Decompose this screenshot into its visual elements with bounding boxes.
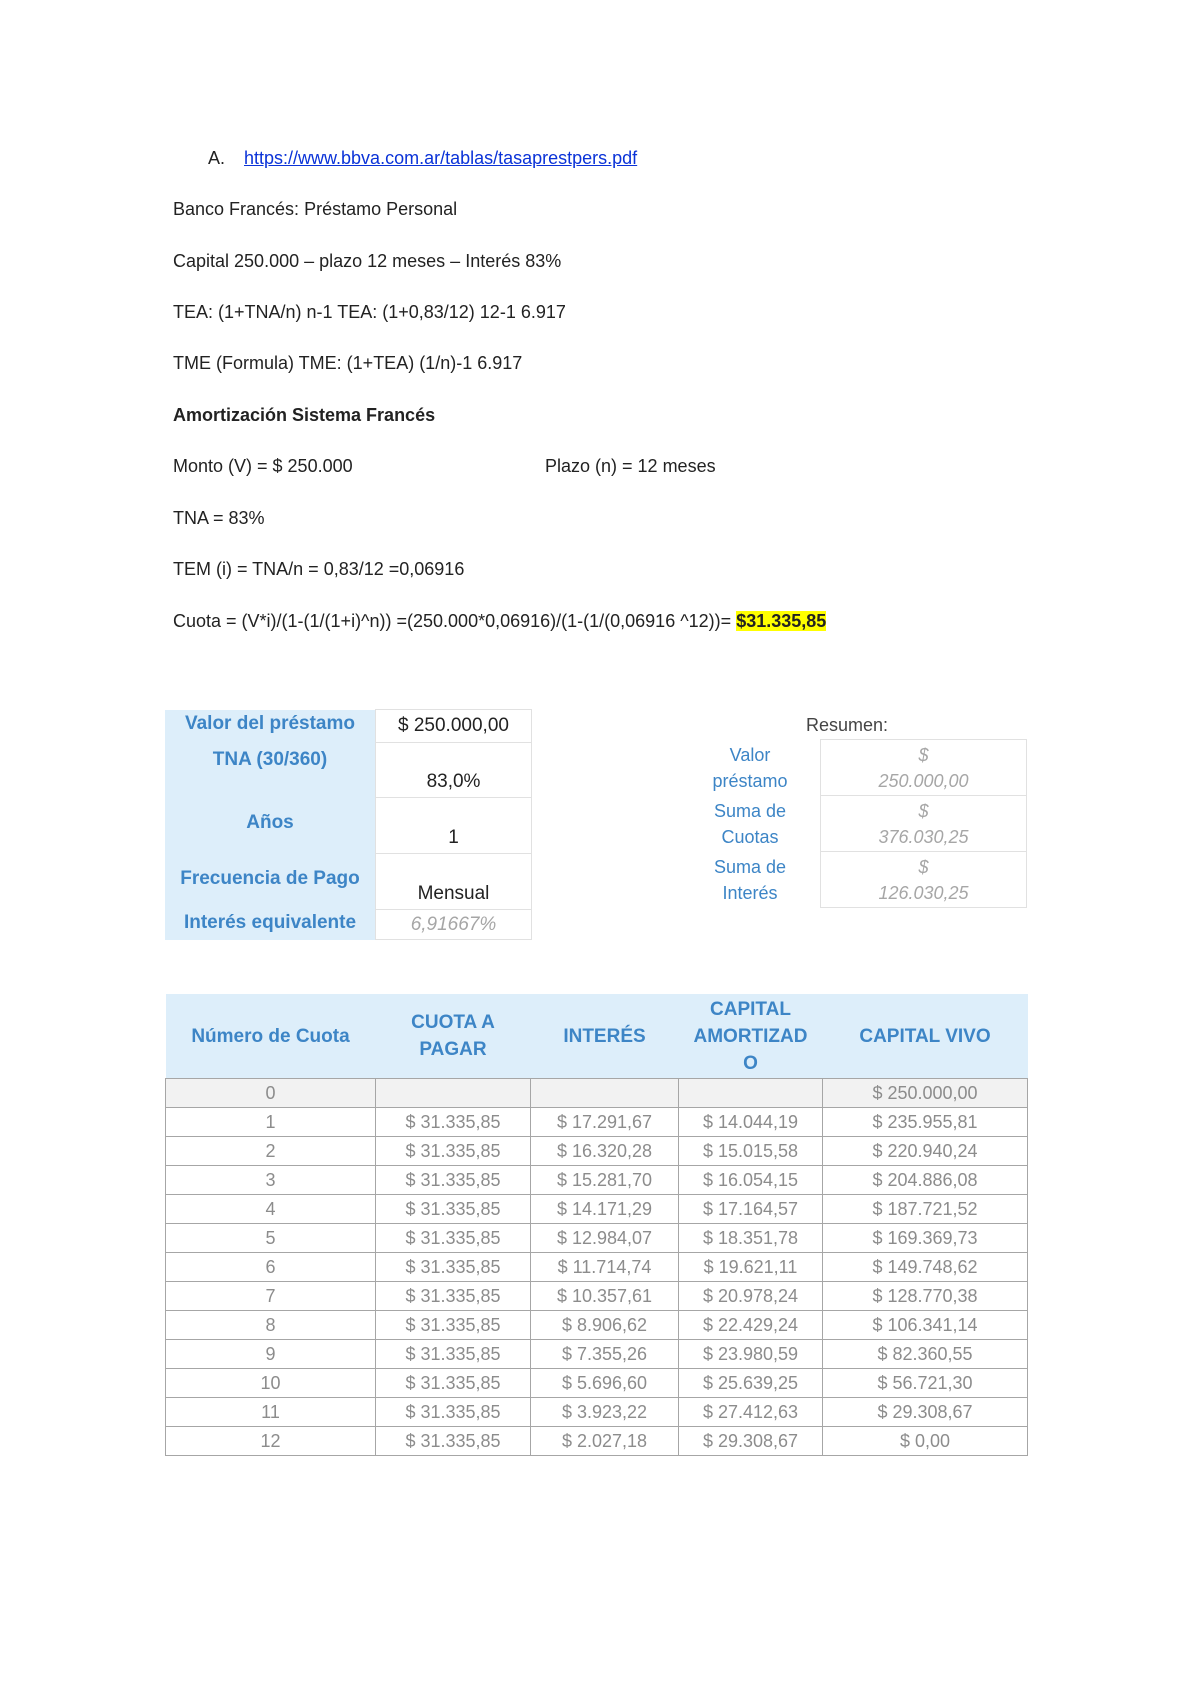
summary-label-line: Cuotas bbox=[721, 826, 779, 847]
cell-capital-amortizado: $ 25.639,25 bbox=[679, 1369, 823, 1398]
table-row bbox=[166, 1369, 1028, 1398]
header-line: CUOTA A bbox=[411, 1012, 495, 1033]
table-row bbox=[166, 1427, 1028, 1456]
cuota-result: $31.335,85 bbox=[736, 611, 827, 631]
param-row bbox=[165, 710, 532, 743]
tem-line: TEM (i) = TNA/n = 0,83/12 =0,06916 bbox=[173, 559, 465, 579]
param-label: Interés equivalente bbox=[165, 910, 376, 940]
cell-interes: $ 16.320,28 bbox=[531, 1137, 679, 1166]
cell-capital-amortizado: $ 14.044,19 bbox=[679, 1108, 823, 1137]
source-link-line bbox=[208, 146, 637, 170]
cell-cuota: $ 31.335,85 bbox=[376, 1224, 531, 1253]
tme-line: TME (Formula) TME: (1+TEA) (1/n)-1 6.917 bbox=[173, 353, 523, 373]
param-value: 1 bbox=[376, 798, 532, 854]
param-value: Mensual bbox=[376, 854, 532, 910]
cell-interes: $ 15.281,70 bbox=[531, 1166, 679, 1195]
plazo-line: Plazo (n) = 12 meses bbox=[545, 456, 716, 476]
amortization-body bbox=[166, 1079, 1028, 1456]
table-row bbox=[166, 1398, 1028, 1427]
cell-interes: $ 17.291,67 bbox=[531, 1108, 679, 1137]
cell-cuota: $ 31.335,85 bbox=[376, 1108, 531, 1137]
summary-row bbox=[680, 852, 1027, 908]
param-value: 83,0% bbox=[376, 743, 532, 798]
summary-value-line: $ bbox=[918, 744, 929, 765]
summary-value-line: $ bbox=[918, 800, 929, 821]
cell-capital-vivo: $ 82.360,55 bbox=[823, 1340, 1028, 1369]
param-row bbox=[165, 743, 532, 798]
cuota-line bbox=[173, 609, 826, 633]
cell-capital-vivo: $ 56.721,30 bbox=[823, 1369, 1028, 1398]
cell-numero: 5 bbox=[166, 1224, 376, 1253]
cell-numero: 8 bbox=[166, 1311, 376, 1340]
header-line: O bbox=[743, 1052, 758, 1074]
cell-capital-amortizado: $ 18.351,78 bbox=[679, 1224, 823, 1253]
cell-capital-amortizado: $ 22.429,24 bbox=[679, 1311, 823, 1340]
summary-value bbox=[821, 740, 1027, 796]
cell-numero: 9 bbox=[166, 1340, 376, 1369]
summary-value-line: 376.030,25 bbox=[878, 826, 969, 847]
cell-numero: 6 bbox=[166, 1253, 376, 1282]
summary-value bbox=[821, 852, 1027, 908]
loan-parameters-table bbox=[165, 709, 532, 940]
cell-capital-amortizado bbox=[679, 1079, 823, 1108]
cell-capital-vivo: $ 29.308,67 bbox=[823, 1398, 1028, 1427]
summary-value bbox=[821, 796, 1027, 852]
cell-capital-vivo: $ 169.369,73 bbox=[823, 1224, 1028, 1253]
param-row bbox=[165, 910, 532, 940]
summary-label-line: préstamo bbox=[712, 770, 788, 791]
cell-cuota: $ 31.335,85 bbox=[376, 1398, 531, 1427]
column-header-capital-vivo bbox=[823, 994, 1028, 1079]
tna-line: TNA = 83% bbox=[173, 508, 265, 528]
header-line: CAPITAL VIVO bbox=[859, 1025, 991, 1047]
summary-title: Resumen: bbox=[806, 715, 889, 735]
cell-capital-vivo: $ 204.886,08 bbox=[823, 1166, 1028, 1195]
param-value: 6,91667% bbox=[376, 910, 532, 940]
cuota-formula: Cuota = (V*i)/(1-(1/(1+i)^n)) =(250.000*0,06916)/(1-(1/(0,06916 ^12))= bbox=[173, 611, 737, 631]
table-row bbox=[166, 1137, 1028, 1166]
header-line: Número de Cuota bbox=[191, 1025, 350, 1047]
cell-cuota: $ 31.335,85 bbox=[376, 1166, 531, 1195]
cell-capital-amortizado: $ 15.015,58 bbox=[679, 1137, 823, 1166]
cell-interes: $ 7.355,26 bbox=[531, 1340, 679, 1369]
cell-capital-vivo: $ 220.940,24 bbox=[823, 1137, 1028, 1166]
cell-capital-vivo: $ 0,00 bbox=[823, 1427, 1028, 1456]
bank-title: Banco Francés: Préstamo Personal bbox=[173, 199, 458, 219]
table-row bbox=[166, 1195, 1028, 1224]
cell-interes: $ 8.906,62 bbox=[531, 1311, 679, 1340]
summary-label-line: Valor bbox=[729, 744, 771, 765]
summary-value-line: $ bbox=[918, 856, 929, 877]
capital-line: Capital 250.000 – plazo 12 meses – Interés 83% bbox=[173, 251, 562, 271]
cell-capital-amortizado: $ 16.054,15 bbox=[679, 1166, 823, 1195]
cell-interes: $ 5.696,60 bbox=[531, 1369, 679, 1398]
column-header-interes bbox=[531, 994, 679, 1079]
summary-value-line: 250.000,00 bbox=[878, 770, 969, 791]
param-value: $ 250.000,00 bbox=[376, 710, 532, 743]
cell-cuota bbox=[376, 1079, 531, 1108]
cell-capital-vivo: $ 106.341,14 bbox=[823, 1311, 1028, 1340]
cell-interes: $ 12.984,07 bbox=[531, 1224, 679, 1253]
cell-numero: 11 bbox=[166, 1398, 376, 1427]
cell-cuota: $ 31.335,85 bbox=[376, 1282, 531, 1311]
cell-interes: $ 10.357,61 bbox=[531, 1282, 679, 1311]
summary-label-line: Suma de bbox=[713, 800, 787, 821]
column-header-numero bbox=[166, 994, 376, 1079]
param-label: Años bbox=[165, 798, 376, 854]
cell-capital-amortizado: $ 20.978,24 bbox=[679, 1282, 823, 1311]
param-label: Frecuencia de Pago bbox=[165, 854, 376, 910]
cell-cuota: $ 31.335,85 bbox=[376, 1369, 531, 1398]
cell-interes bbox=[531, 1079, 679, 1108]
table-row bbox=[166, 1108, 1028, 1137]
summary-value-line: 126.030,25 bbox=[878, 882, 969, 903]
tea-line: TEA: (1+TNA/n) n-1 TEA: (1+0,83/12) 12-1 6.917 bbox=[173, 302, 566, 322]
cell-cuota: $ 31.335,85 bbox=[376, 1195, 531, 1224]
cell-numero: 7 bbox=[166, 1282, 376, 1311]
amortization-table bbox=[165, 994, 1028, 1456]
cell-capital-amortizado: $ 17.164,57 bbox=[679, 1195, 823, 1224]
cell-capital-vivo: $ 250.000,00 bbox=[823, 1079, 1028, 1108]
monto-line: Monto (V) = $ 250.000 bbox=[173, 456, 353, 476]
amortization-header-row bbox=[166, 994, 1028, 1079]
cell-interes: $ 3.923,22 bbox=[531, 1398, 679, 1427]
param-row bbox=[165, 798, 532, 854]
table-row bbox=[166, 1079, 1028, 1108]
cell-capital-vivo: $ 128.770,38 bbox=[823, 1282, 1028, 1311]
summary-table bbox=[680, 739, 1027, 908]
cell-capital-amortizado: $ 23.980,59 bbox=[679, 1340, 823, 1369]
summary-label bbox=[680, 852, 821, 908]
header-line: CAPITAL bbox=[710, 998, 791, 1020]
cell-cuota: $ 31.335,85 bbox=[376, 1340, 531, 1369]
cell-numero: 2 bbox=[166, 1137, 376, 1166]
param-label: Valor del préstamo bbox=[165, 710, 376, 743]
column-header-capital-amortizado bbox=[679, 994, 823, 1079]
summary-label bbox=[680, 796, 821, 852]
cell-capital-amortizado: $ 27.412,63 bbox=[679, 1398, 823, 1427]
table-row bbox=[166, 1166, 1028, 1195]
cell-cuota: $ 31.335,85 bbox=[376, 1427, 531, 1456]
header-line: INTERÉS bbox=[563, 1025, 646, 1047]
table-row bbox=[166, 1253, 1028, 1282]
summary-label bbox=[680, 740, 821, 796]
cell-capital-vivo: $ 149.748,62 bbox=[823, 1253, 1028, 1282]
table-row bbox=[166, 1340, 1028, 1369]
param-label: TNA (30/360) bbox=[165, 743, 376, 798]
table-row bbox=[166, 1282, 1028, 1311]
summary-label-line: Interés bbox=[722, 882, 778, 903]
cell-numero: 0 bbox=[166, 1079, 376, 1108]
summary-label-line: Suma de bbox=[713, 856, 787, 877]
cell-cuota: $ 31.335,85 bbox=[376, 1311, 531, 1340]
cell-numero: 1 bbox=[166, 1108, 376, 1137]
cell-capital-vivo: $ 235.955,81 bbox=[823, 1108, 1028, 1137]
header-line: AMORTIZAD bbox=[693, 1025, 808, 1047]
cell-numero: 10 bbox=[166, 1369, 376, 1398]
list-marker: A. bbox=[208, 148, 226, 168]
header-line: PAGAR bbox=[419, 1039, 487, 1060]
cell-capital-amortizado: $ 19.621,11 bbox=[679, 1253, 823, 1282]
cell-capital-vivo: $ 187.721,52 bbox=[823, 1195, 1028, 1224]
cell-numero: 12 bbox=[166, 1427, 376, 1456]
summary-row bbox=[680, 796, 1027, 852]
section-heading: Amortización Sistema Francés bbox=[173, 405, 436, 425]
source-link[interactable]: https://www.bbva.com.ar/tablas/tasaprestpers.pdf bbox=[244, 148, 638, 168]
cell-interes: $ 14.171,29 bbox=[531, 1195, 679, 1224]
column-header-cuota bbox=[376, 994, 531, 1079]
cell-interes: $ 11.714,74 bbox=[531, 1253, 679, 1282]
param-row bbox=[165, 854, 532, 910]
summary-row bbox=[680, 740, 1027, 796]
cell-capital-amortizado: $ 29.308,67 bbox=[679, 1427, 823, 1456]
cell-interes: $ 2.027,18 bbox=[531, 1427, 679, 1456]
cell-cuota: $ 31.335,85 bbox=[376, 1137, 531, 1166]
cell-cuota: $ 31.335,85 bbox=[376, 1253, 531, 1282]
table-row bbox=[166, 1311, 1028, 1340]
cell-numero: 3 bbox=[166, 1166, 376, 1195]
table-row bbox=[166, 1224, 1028, 1253]
cell-numero: 4 bbox=[166, 1195, 376, 1224]
